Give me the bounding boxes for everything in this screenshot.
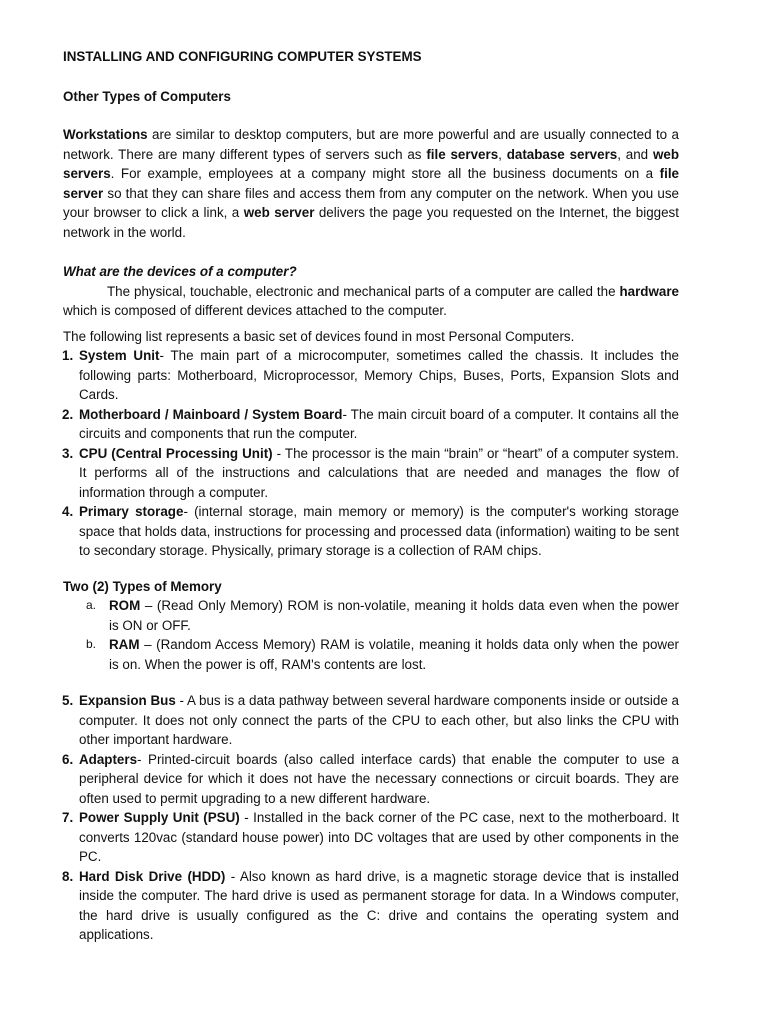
list-lead: The following list represents a basic set of devices found in most Personal Computers. <box>63 328 575 344</box>
hardware-paragraph: The physical, touchable, electronic and mechanical parts of a computer are called the hardware which is composed of different devices attached to the computer. <box>63 283 679 318</box>
list-item: 4. Primary storage- (internal storage, main memory or memory) is the computer's working storage space that holds data, instructions for processing and processed data (information) waiting to be sent to secondary storage. Physically, primary storage is a collection of RAM chips. <box>62 504 679 558</box>
device-list-part2 <box>63 691 679 945</box>
list-item: 6. Adapters- Printed-circuit boards (also called interface cards) that enable the computer to use a peripheral device for which it does not have the necessary connections or circuit boards. They are often used to permit upgrading to a new different hardware. <box>62 751 679 806</box>
list-item: a. ROM – (Read Only Memory) ROM is non-volatile, meaning it holds data even when the power is ON or OFF. <box>86 598 679 633</box>
term-workstations: Workstations <box>63 127 148 142</box>
question-heading: What are the devices of a computer? <box>63 264 297 279</box>
list-item: 2. Motherboard / Mainboard / System Board- The main circuit board of a computer. It contains all the circuits and components that run the computer. <box>62 406 679 441</box>
list-item: b. RAM – (Random Access Memory) RAM is volatile, meaning it holds data only when the power is on. When the power is off, RAM's contents are lost. <box>86 637 679 672</box>
term-database-servers: database servers <box>506 146 618 162</box>
list-item: 7. Power Supply Unit (PSU) - Installed in the back corner of the PC case, next to the motherboard. It converts 120vac (standard house power) into DC voltages that are used by other components in the PC. <box>62 810 680 864</box>
intro-paragraph: Workstations are similar to desktop computers, but are more powerful and are usually connected to a network. There are many different types of servers such as file servers, database servers, and web servers. For example, employees at a company might store all the business documents on a file server so that they can share files and access them from any computer on the network. When you use your browser to click a link, a web server delivers the page you requested on the Internet, the biggest network in the world. <box>63 127 679 240</box>
spacer <box>63 674 679 691</box>
term-file-servers: file servers <box>426 146 499 162</box>
list-item: 1. System Unit- The main part of a microcomputer, sometimes called the chassis. It includes the following parts: Motherboard, Microprocessor, Memory Chips, Buses, Ports, Expansion Slots and Cards. <box>62 348 680 402</box>
list-item: 8. Hard Disk Drive (HDD) - Also known as hard drive, is a magnetic storage device that is installed inside the computer. The hard drive is used as permanent storage for data. In a Windows computer, the hard drive is usually configured as the C: drive and contains the operating system and applications. <box>62 868 679 942</box>
memory-types-heading: Two (2) Types of Memory <box>63 578 222 594</box>
document-title: INSTALLING AND CONFIGURING COMPUTER SYSTEMS <box>63 49 422 64</box>
term-file-server: file server <box>63 166 679 201</box>
device-list-part1 <box>63 346 679 561</box>
term-hardware: hardware <box>619 283 679 299</box>
list-item: 5. Expansion Bus - A bus is a data pathway between several hardware components inside or outside a computer. It does not only connect the parts of the CPU to each other, but also links the CPU with other important hardware. <box>62 693 679 747</box>
list-item: 3. CPU (Central Processing Unit) - The processor is the main “brain” or “heart” of a computer system. It performs all of the instructions and calculations that are needed and manages the flow of information through a computer. <box>62 445 679 500</box>
section-heading: Other Types of Computers <box>63 88 231 104</box>
memory-types-list <box>63 596 679 674</box>
term-web-servers: web servers <box>63 146 679 181</box>
document-page <box>63 44 679 945</box>
term-web-server: web server <box>243 205 315 220</box>
